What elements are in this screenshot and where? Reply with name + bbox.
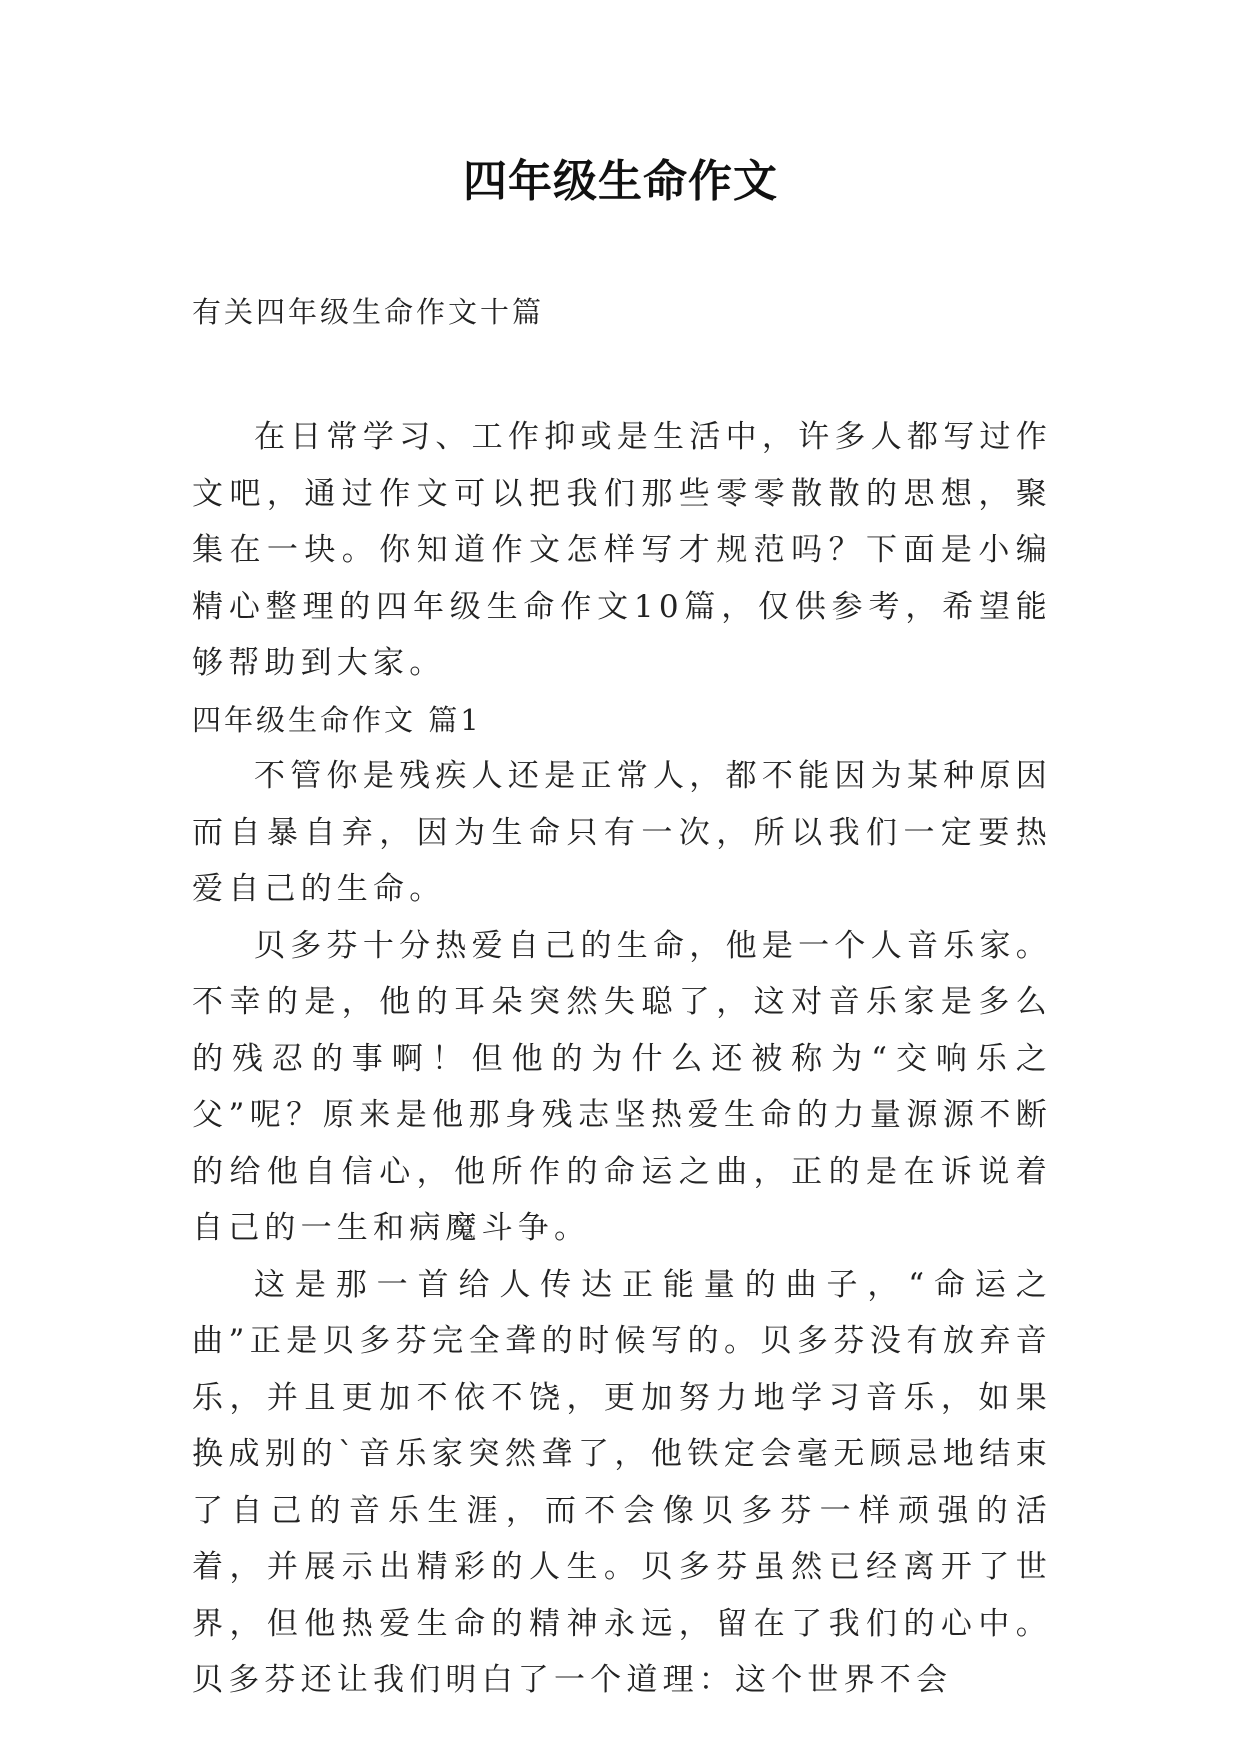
body-paragraph-1: 不管你是残疾人还是正常人，都不能因为某种原因而自暴自弃，因为生命只有一次，所以我们一定要热爱自己的生命。 <box>192 758 1052 907</box>
intro-paragraph: 在日常学习、工作抑或是生活中，许多人都写过作文吧，通过作文可以把我们那些零零散散的思想，聚集在一块。你知道作文怎样写才规范吗？下面是小编精心整理的四年级生命作文10篇，仅供参考，希望能够帮助到大家。 <box>192 419 1052 681</box>
document-body <box>192 409 1052 1709</box>
body-paragraph-3: 这是那一首给人传达正能量的曲子，“命运之曲”正是贝多芬完全聋的时候写的。贝多芬没有放弃音乐，并且更加不依不饶，更加努力地学习音乐，如果换成别的`音乐家突然聋了，他铁定会毫无顾忌地结束了自己的音乐生涯，而不会像贝多芬一样顽强的活着，并展示出精彩的人生。贝多芬虽然已经离开了世界，但他热爱生命的精神永远，留在了我们的心中。贝多芬还让我们明白了一个道理：这个世界不会 <box>192 1266 1052 1698</box>
document-title: 四年级生命作文 <box>463 156 778 207</box>
document-subtitle: 有关四年级生命作文十篇 <box>192 295 545 329</box>
section-heading: 四年级生命作文 篇1 <box>192 702 482 737</box>
body-paragraph-2: 贝多芬十分热爱自己的生命，他是一个人音乐家。不幸的是，他的耳朵突然失聪了，这对音乐家是多么的残忍的事啊！但他的为什么还被称为“交响乐之父”呢？原来是他那身残志坚热爱生命的力量源源不断的给他自信心，他所作的命运之曲，正的是在诉说着自己的一生和病魔斗争。 <box>192 927 1052 1246</box>
